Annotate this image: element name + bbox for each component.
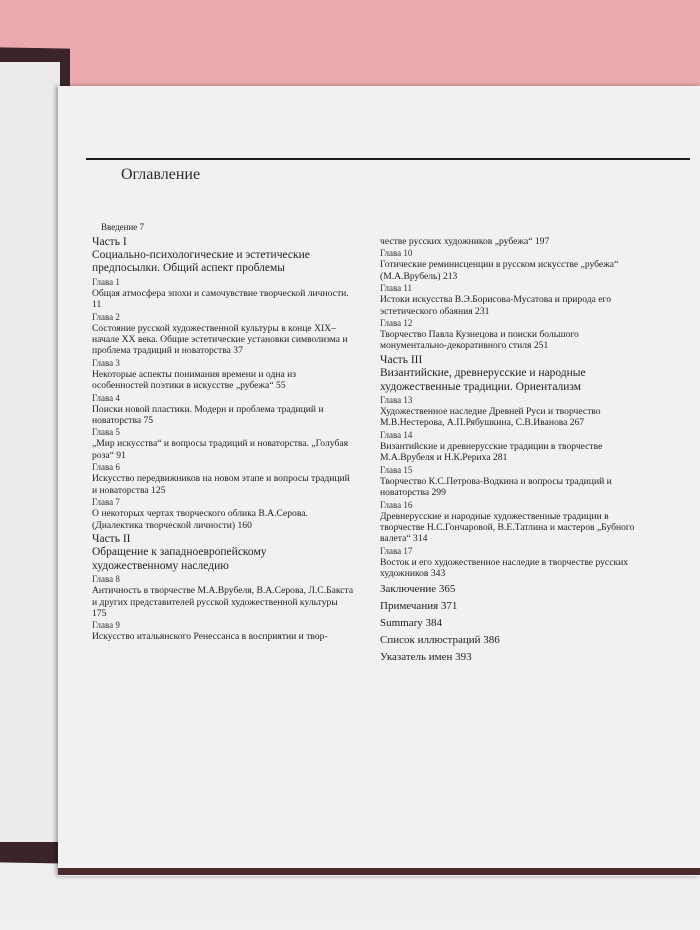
summary-entry: Summary 384: [380, 616, 443, 629]
chapter-label: Глава 8: [92, 574, 120, 585]
chapter-label: Глава 17: [380, 545, 413, 556]
chapter-entry: „Мир искусства“ и вопросы традиций и новаторства. „Голубая роза“ 91: [92, 438, 348, 461]
chapter-entry: Готические реминисценции в русском искусстве „рубежа“ (М.А.Врубель) 213: [380, 259, 619, 282]
chapter-entry: Состояние русской художественной культуры в конце XIX–начале XX века. Общие эстетические установки символизма и проблема традиций и новаторства 37: [92, 322, 348, 357]
chapter-entry: Искусство итальянского Ренессанса в восприятии и твор-: [92, 631, 328, 643]
page-title: Оглавление: [121, 166, 201, 183]
notes-entry: Примечания 371: [380, 599, 458, 612]
chapter-entry: Общая атмосфера эпохи и самочувствие творческой личности. 11: [92, 287, 349, 311]
name-index-entry: Указатель имен 393: [380, 650, 472, 663]
part-1-label: Часть I: [92, 235, 127, 248]
chapter-entry: Античность в творчестве М.А.Врубеля, В.А.Серова, Л.С.Бакста и других представителей русской художественной культуры 175: [92, 585, 354, 619]
chapter-entry: Творчество К.С.Петрова-Водкина и вопросы традиций и новаторства 299: [380, 475, 612, 499]
chapter-entry: Некоторые аспекты понимания времени и одна из особенностей поэтики в искусстве „рубежа“ 55: [92, 368, 297, 392]
chapter-entry: О некоторых чертах творческого облика В.А.Серова. (Диалектика творческой личности) 160: [92, 508, 308, 531]
intro-entry: Введение 7: [101, 222, 145, 232]
left-column: [92, 222, 354, 643]
chapter-entry: Художественное наследие Древней Руси и творчество М.В.Нестерова, А.П.Рябушкина, С.В.Иванова 267: [380, 406, 601, 429]
part-3-label: Часть III: [380, 353, 423, 366]
right-column: [380, 236, 642, 665]
chapter-label: Глава 11: [380, 283, 413, 294]
chapter-label: Глава 15: [380, 464, 413, 475]
cover-inner-page: [0, 62, 60, 842]
chapter-entry: Поиски новой пластики. Модерн и проблема традиций и новаторства 75: [92, 403, 324, 427]
continuation-entry: честве русских художников „рубежа“ 197: [380, 236, 550, 247]
illustrations-list-entry: Список иллюстраций 386: [380, 633, 500, 646]
chapter-label: Глава 4: [92, 392, 120, 403]
chapter-label: Глава 2: [92, 311, 120, 322]
part-2-label: Часть II: [92, 532, 131, 545]
chapter-label: Глава 6: [92, 462, 120, 473]
chapter-label: Глава 5: [92, 427, 120, 438]
chapter-label: Глава 3: [92, 357, 120, 368]
chapter-entry: Истоки искусства В.Э.Борисова-Мусатова и природа его эстетического обаяния 231: [380, 294, 612, 317]
chapter-entry: Восток и его художественное наследие в творчестве русских художников 343: [380, 556, 629, 580]
chapter-entry: Творчество Павла Кузнецова и поиски большого монументально-декоративного стиля 251: [380, 329, 579, 352]
chapter-label: Глава 9: [92, 620, 120, 631]
chapter-entry: Древнерусские и народные художественные традиции в творчестве Н.С.Гончаровой, В.Е.Татлина и мастеров „Бубного валета“ 314: [380, 510, 635, 545]
chapter-label: Глава 13: [380, 395, 413, 406]
chapter-label: Глава 16: [380, 499, 413, 510]
chapter-label: Глава 12: [380, 318, 413, 329]
chapter-entry: Искусство передвижников на новом этапе и вопросы традиций и новаторства 125: [92, 473, 350, 496]
page-edge: [58, 868, 700, 875]
part-2-title: Обращение к западноевропейскому художественному наследию: [92, 546, 267, 572]
chapter-label: Глава 10: [380, 248, 413, 259]
chapter-label: Глава 1: [92, 276, 120, 287]
part-3-title: Византийские, древнерусские и народные художественные традиции. Ориентализм: [380, 367, 586, 393]
book-page: [58, 86, 700, 876]
part-1-title: Социально-психологические и эстетические предпосылки. Общий аспект проблемы: [92, 249, 310, 275]
chapter-label: Глава 14: [380, 429, 413, 440]
chapter-entry: Византийские и древнерусские традиции в творчестве М.А.Врубеля и Н.К.Рериха 281: [380, 440, 603, 464]
header-rule: [86, 158, 690, 160]
chapter-label: Глава 7: [92, 497, 120, 508]
conclusion-entry: Заключение 365: [380, 582, 456, 595]
